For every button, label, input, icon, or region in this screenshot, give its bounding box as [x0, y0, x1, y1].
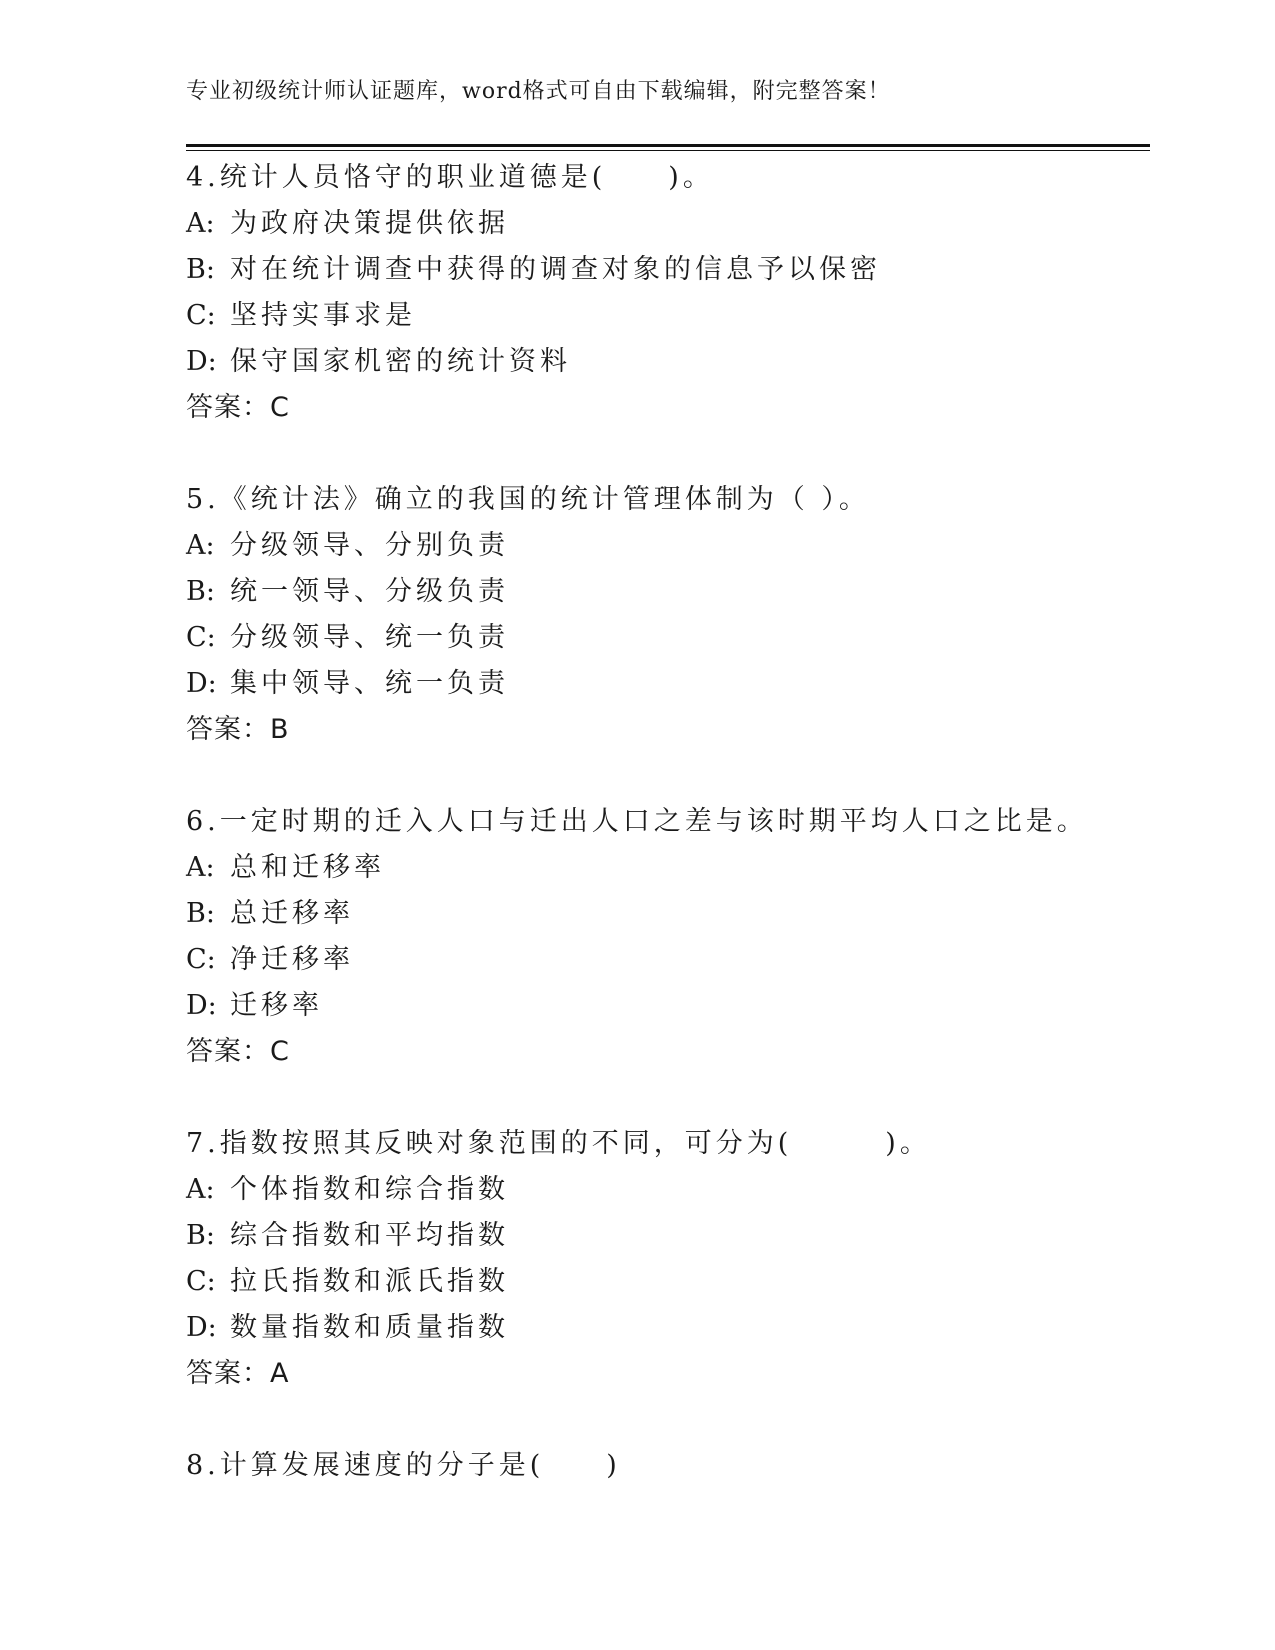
option-b	[186, 1213, 1146, 1259]
option-text: 保守国家机密的统计资料	[230, 346, 571, 377]
option-letter: C:	[186, 300, 216, 331]
option-a	[186, 1167, 1146, 1213]
option-letter: B:	[186, 1220, 215, 1251]
option-text: 总迁移率	[230, 898, 354, 929]
question-stem: 6.一定时期的迁入人口与迁出人口之差与该时期平均人口之比是。	[186, 806, 1088, 837]
question-5	[186, 477, 1146, 753]
option-letter: B:	[186, 898, 215, 929]
option-letter: D:	[186, 668, 217, 699]
option-a	[186, 201, 1146, 247]
option-letter: C:	[186, 622, 216, 653]
answer-line: 答案：B	[186, 714, 290, 745]
option-text: 迁移率	[230, 990, 323, 1021]
option-d	[186, 661, 1146, 707]
option-d	[186, 339, 1146, 385]
question-7	[186, 1121, 1146, 1397]
option-text: 统一领导、分级负责	[230, 576, 509, 607]
option-text: 坚持实事求是	[230, 300, 416, 331]
option-letter: D:	[186, 990, 217, 1021]
option-text: 综合指数和平均指数	[230, 1220, 509, 1251]
header-rule-thin	[186, 150, 1150, 151]
option-text: 拉氏指数和派氏指数	[230, 1266, 509, 1297]
option-b	[186, 247, 1146, 293]
option-letter: D:	[186, 1312, 217, 1343]
question-6	[186, 799, 1146, 1075]
question-stem: 4.统计人员恪守的职业道德是( )。	[186, 162, 714, 193]
question-stem: 8.计算发展速度的分子是( )	[186, 1450, 621, 1481]
question-stem: 7.指数按照其反映对象范围的不同，可分为( )。	[186, 1128, 931, 1159]
question-4	[186, 155, 1146, 431]
option-letter: A:	[186, 530, 215, 561]
option-d	[186, 983, 1146, 1029]
option-text: 数量指数和质量指数	[230, 1312, 509, 1343]
option-text: 个体指数和综合指数	[230, 1174, 509, 1205]
option-c	[186, 615, 1146, 661]
option-text: 分级领导、统一负责	[230, 622, 509, 653]
option-text: 分级领导、分别负责	[230, 530, 509, 561]
answer-line: 答案：C	[186, 1036, 290, 1067]
option-letter: B:	[186, 254, 215, 285]
answer-line: 答案：C	[186, 392, 290, 423]
option-a	[186, 845, 1146, 891]
header-rule-thick	[186, 144, 1150, 147]
option-text: 集中领导、统一负责	[230, 668, 509, 699]
option-b	[186, 891, 1146, 937]
option-letter: C:	[186, 1266, 216, 1297]
option-letter: A:	[186, 852, 215, 883]
option-c	[186, 1259, 1146, 1305]
option-text: 净迁移率	[230, 944, 354, 975]
option-text: 对在统计调查中获得的调查对象的信息予以保密	[230, 254, 881, 285]
option-a	[186, 523, 1146, 569]
option-letter: B:	[186, 576, 215, 607]
answer-line: 答案：A	[186, 1358, 290, 1389]
question-list	[186, 155, 1146, 1489]
option-text: 为政府决策提供依据	[230, 208, 509, 239]
header-note: 专业初级统计师认证题库，word格式可自由下载编辑，附完整答案！	[186, 79, 891, 104]
option-letter: C:	[186, 944, 216, 975]
option-c	[186, 937, 1146, 983]
option-text: 总和迁移率	[230, 852, 385, 883]
question-8	[186, 1443, 1146, 1489]
option-b	[186, 569, 1146, 615]
option-letter: A:	[186, 208, 215, 239]
option-c	[186, 293, 1146, 339]
option-d	[186, 1305, 1146, 1351]
option-letter: A:	[186, 1174, 215, 1205]
option-letter: D:	[186, 346, 217, 377]
question-stem: 5.《统计法》确立的我国的统计管理体制为（ ）。	[186, 484, 870, 515]
